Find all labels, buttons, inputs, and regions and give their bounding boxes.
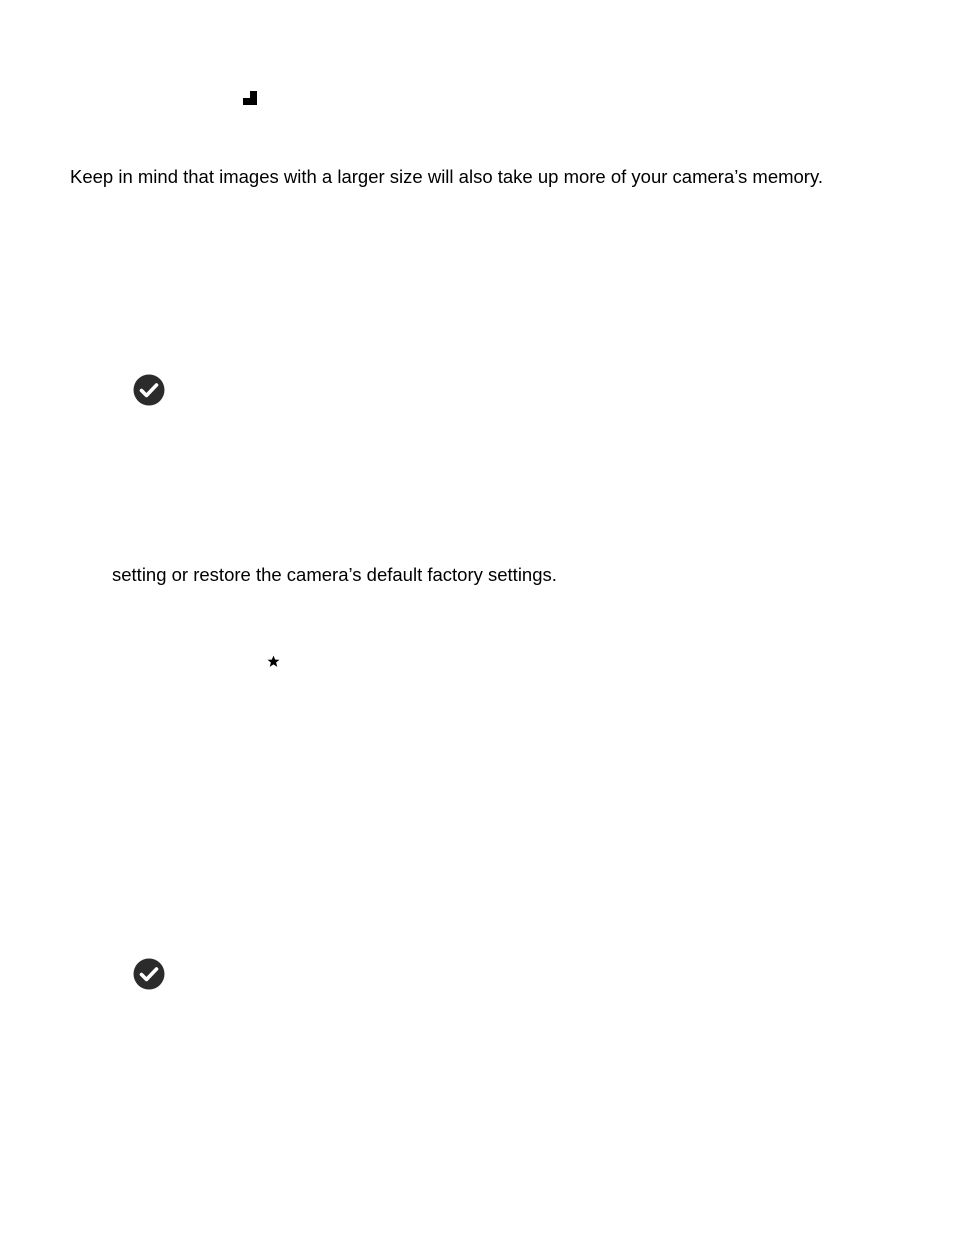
small-image-size-icon <box>243 91 258 106</box>
checkmark-circle-icon <box>133 958 165 990</box>
memory-note-paragraph: Keep in mind that images with a larger size will also take up more of your camera’s memory. <box>70 166 823 187</box>
checkmark-circle-icon <box>133 374 165 406</box>
restore-settings-paragraph: setting or restore the camera’s default factory settings. <box>112 564 557 585</box>
star-icon <box>267 655 280 668</box>
